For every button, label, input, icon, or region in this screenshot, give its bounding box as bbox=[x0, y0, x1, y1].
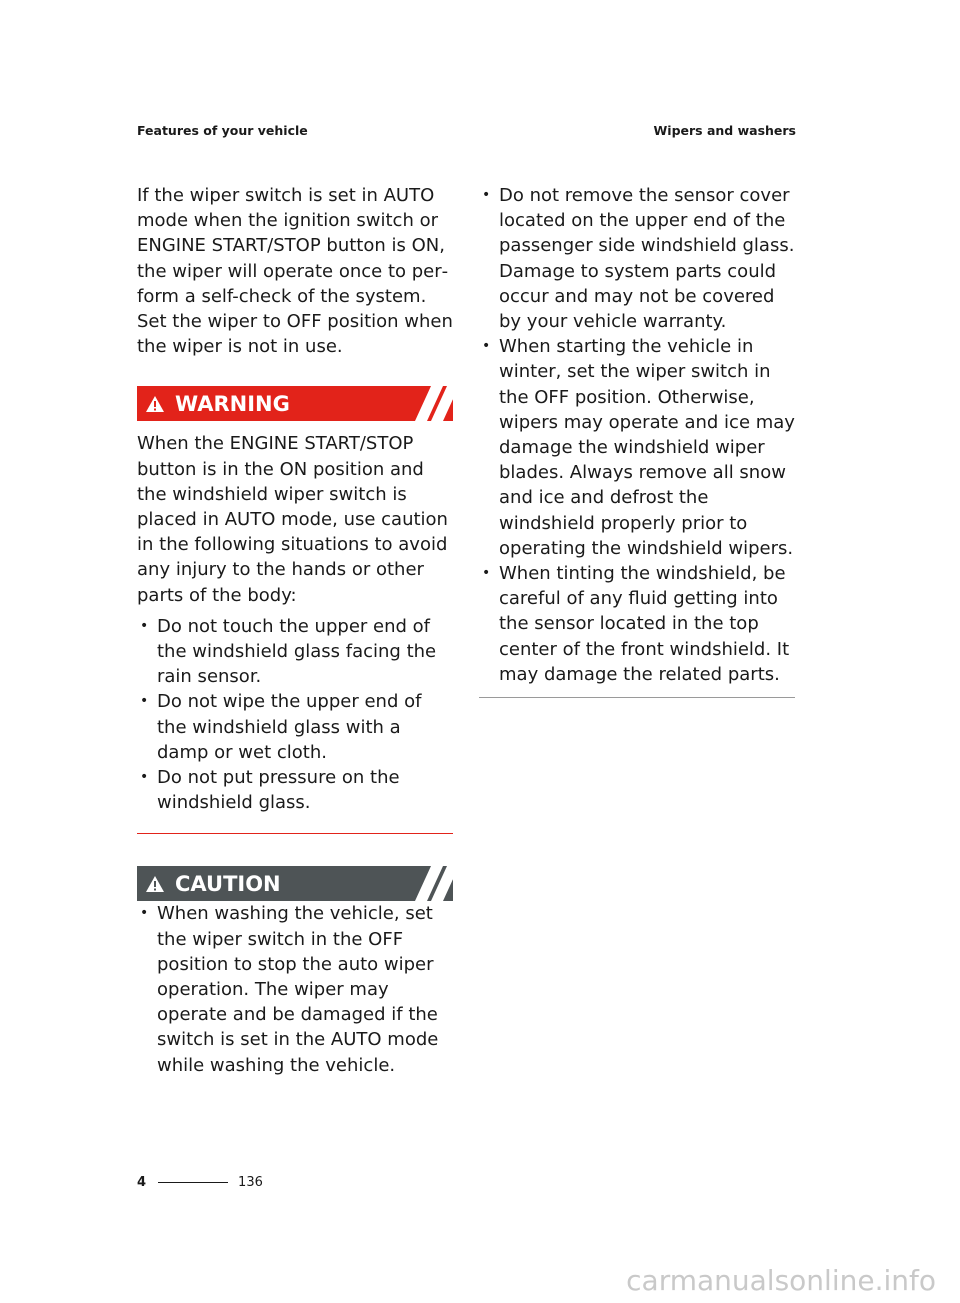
warning-triangle-icon bbox=[145, 394, 165, 414]
right-column bbox=[479, 183, 795, 698]
diagonal-stripes-icon bbox=[405, 386, 453, 421]
caution-list-continued bbox=[479, 183, 795, 687]
warning-list bbox=[137, 614, 453, 816]
footer-rule bbox=[158, 1182, 228, 1183]
watermark: carmanualsonline.info bbox=[626, 1264, 936, 1297]
list-item: • When tinting the windshield, be careful of any fluid getting into the sensor located in the top center of the front windshield. It may damage the related parts. bbox=[479, 561, 795, 687]
list-item: • When washing the vehicle, set the wiper switch in the OFF position to stop the auto wiper operation. The wiper may operate and be damaged if the switch is set in the AUTO mode while washing the vehicle. bbox=[137, 901, 453, 1077]
chapter-number: 4 bbox=[137, 1175, 147, 1190]
caution-title: CAUTION bbox=[175, 871, 281, 896]
list-item: • Do not touch the upper end of the windshield glass facing the rain sensor. bbox=[137, 614, 453, 690]
warning-title: WARNING bbox=[175, 391, 290, 416]
list-item: • Do not put pressure on the windshield glass. bbox=[137, 765, 453, 815]
warning-divider bbox=[137, 833, 453, 834]
list-item: • Do not wipe the upper end of the windshield glass with a damp or wet cloth. bbox=[137, 689, 453, 765]
diagonal-stripes-icon bbox=[405, 866, 453, 901]
page-footer bbox=[137, 1175, 263, 1190]
caution-banner bbox=[137, 866, 453, 901]
list-item: • When starting the vehicle in winter, set the wiper switch in the OFF position. Otherwise, wipers may operate and ice may damage the windshield wiper blades. Always remove all snow and ice and defrost the windshield properly prior to operating the windshield wipers. bbox=[479, 334, 795, 561]
running-header-right: Wipers and washers bbox=[653, 123, 796, 138]
caution-divider bbox=[479, 697, 795, 698]
page-number: 136 bbox=[238, 1175, 263, 1190]
warning-triangle-icon bbox=[145, 874, 165, 894]
running-header-left: Features of your vehicle bbox=[137, 123, 308, 138]
warning-banner bbox=[137, 386, 453, 421]
list-item: • Do not remove the sensor cover located on the upper end of the passenger side windshield glass. Damage to system parts could occur and may not be covered by your vehicle warranty. bbox=[479, 183, 795, 334]
caution-list bbox=[137, 901, 453, 1077]
warning-body: When the ENGINE START/STOP button is in the ON position and the windshield wiper switch is placed in AUTO mode, use caution in the following situations to avoid any injury to the hands or other parts of the body: bbox=[137, 433, 448, 606]
left-column bbox=[137, 183, 453, 1078]
intro-paragraph: If the wiper switch is set in AUTO mode when the ignition switch or ENGINE START/STOP button is ON, the wiper will operate once to perform a self-check of the system. Set the wiper to OFF position when the wiper is not in use. bbox=[137, 185, 453, 358]
